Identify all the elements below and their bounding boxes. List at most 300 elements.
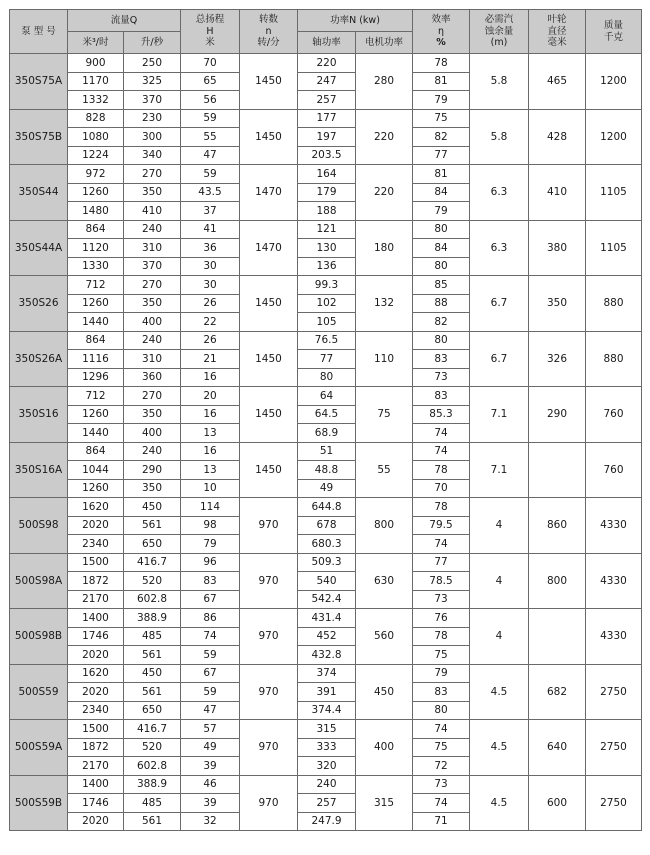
efficiency-cell: 77 <box>413 146 470 165</box>
motor-power-cell: 132 <box>356 276 413 332</box>
flow-m3h-cell: 2170 <box>68 590 124 609</box>
mass-cell: 760 <box>586 387 642 443</box>
npsh-cell: 4 <box>470 498 529 554</box>
shaft-power-cell: 431.4 <box>298 609 356 628</box>
flow-m3h-cell: 828 <box>68 109 124 128</box>
header-model: 泵 型 号 <box>10 10 68 54</box>
header-npsh-line1: 必需汽 <box>484 13 514 25</box>
flow-ls-cell: 240 <box>124 442 181 461</box>
shaft-power-cell: 542.4 <box>298 590 356 609</box>
header-mass-line2: 千克 <box>603 31 623 43</box>
table-row <box>10 54 642 73</box>
flow-ls-cell: 400 <box>124 313 181 332</box>
table-row <box>10 331 642 350</box>
npsh-cell: 6.3 <box>470 220 529 276</box>
head-cell: 74 <box>181 627 240 646</box>
flow-m3h-cell: 1332 <box>68 91 124 110</box>
efficiency-cell: 80 <box>413 701 470 720</box>
flow-ls-cell: 290 <box>124 461 181 480</box>
head-cell: 36 <box>181 239 240 258</box>
efficiency-cell: 78 <box>413 54 470 73</box>
efficiency-cell: 88 <box>413 294 470 313</box>
efficiency-cell: 78.5 <box>413 572 470 591</box>
head-cell: 65 <box>181 72 240 91</box>
efficiency-cell: 80 <box>413 257 470 276</box>
mass-cell: 880 <box>586 276 642 332</box>
efficiency-cell: 73 <box>413 590 470 609</box>
npsh-cell: 4 <box>470 553 529 609</box>
impeller-cell: 350 <box>529 276 586 332</box>
table-row <box>10 220 642 239</box>
shaft-power-cell: 177 <box>298 109 356 128</box>
impeller-cell <box>529 442 586 498</box>
npsh-cell: 7.1 <box>470 442 529 498</box>
efficiency-cell: 80 <box>413 220 470 239</box>
efficiency-cell: 83 <box>413 387 470 406</box>
shaft-power-cell: 247 <box>298 72 356 91</box>
shaft-power-cell: 680.3 <box>298 535 356 554</box>
head-cell: 86 <box>181 609 240 628</box>
efficiency-cell: 75 <box>413 109 470 128</box>
header-speed-line2: n <box>265 25 272 37</box>
shaft-power-cell: 432.8 <box>298 646 356 665</box>
impeller-cell: 800 <box>529 553 586 609</box>
mass-cell: 4330 <box>586 553 642 609</box>
header-efficiency-line3: % <box>436 37 446 49</box>
shaft-power-cell: 240 <box>298 775 356 794</box>
flow-ls-cell: 270 <box>124 165 181 184</box>
mass-cell: 1200 <box>586 54 642 110</box>
model-cell: 500S59 <box>10 664 68 720</box>
impeller-cell <box>529 609 586 665</box>
flow-m3h-cell: 1872 <box>68 572 124 591</box>
head-cell: 59 <box>181 683 240 702</box>
shaft-power-cell: 374.4 <box>298 701 356 720</box>
efficiency-cell: 84 <box>413 239 470 258</box>
npsh-cell: 7.1 <box>470 387 529 443</box>
header-npsh <box>470 10 529 54</box>
header-efficiency <box>413 10 470 54</box>
shaft-power-cell: 374 <box>298 664 356 683</box>
shaft-power-cell: 164 <box>298 165 356 184</box>
flow-m3h-cell: 1400 <box>68 775 124 794</box>
flow-ls-cell: 561 <box>124 683 181 702</box>
motor-power-cell: 280 <box>356 54 413 110</box>
head-cell: 37 <box>181 202 240 221</box>
npsh-cell: 4 <box>470 609 529 665</box>
speed-cell: 1450 <box>240 54 298 110</box>
efficiency-cell: 78 <box>413 498 470 517</box>
shaft-power-cell: 333 <box>298 738 356 757</box>
mass-cell: 880 <box>586 331 642 387</box>
flow-ls-cell: 416.7 <box>124 553 181 572</box>
npsh-cell: 6.3 <box>470 165 529 221</box>
flow-ls-cell: 370 <box>124 257 181 276</box>
flow-m3h-cell: 712 <box>68 387 124 406</box>
flow-ls-cell: 602.8 <box>124 590 181 609</box>
flow-ls-cell: 350 <box>124 294 181 313</box>
motor-power-cell: 800 <box>356 498 413 554</box>
flow-m3h-cell: 864 <box>68 442 124 461</box>
head-cell: 49 <box>181 738 240 757</box>
impeller-cell: 600 <box>529 775 586 831</box>
shaft-power-cell: 64 <box>298 387 356 406</box>
model-cell: 500S98A <box>10 553 68 609</box>
flow-ls-cell: 300 <box>124 128 181 147</box>
head-cell: 16 <box>181 442 240 461</box>
mass-cell: 2750 <box>586 664 642 720</box>
flow-ls-cell: 485 <box>124 794 181 813</box>
mass-cell: 4330 <box>586 609 642 665</box>
head-cell: 26 <box>181 331 240 350</box>
table-row <box>10 664 642 683</box>
head-cell: 32 <box>181 812 240 831</box>
flow-m3h-cell: 1044 <box>68 461 124 480</box>
speed-cell: 1450 <box>240 387 298 443</box>
shaft-power-cell: 49 <box>298 479 356 498</box>
speed-cell: 1470 <box>240 165 298 221</box>
flow-m3h-cell: 1330 <box>68 257 124 276</box>
flow-ls-cell: 350 <box>124 183 181 202</box>
flow-m3h-cell: 1620 <box>68 664 124 683</box>
shaft-power-cell: 220 <box>298 54 356 73</box>
flow-m3h-cell: 712 <box>68 276 124 295</box>
model-cell: 350S75A <box>10 54 68 110</box>
motor-power-cell: 180 <box>356 220 413 276</box>
npsh-cell: 6.7 <box>470 276 529 332</box>
shaft-power-cell: 130 <box>298 239 356 258</box>
speed-cell: 1450 <box>240 276 298 332</box>
impeller-cell: 682 <box>529 664 586 720</box>
header-flow-m3h: 米³/时 <box>68 32 124 54</box>
shaft-power-cell: 678 <box>298 516 356 535</box>
impeller-cell: 380 <box>529 220 586 276</box>
mass-cell: 2750 <box>586 720 642 776</box>
head-cell: 46 <box>181 775 240 794</box>
flow-m3h-cell: 1170 <box>68 72 124 91</box>
flow-m3h-cell: 1224 <box>68 146 124 165</box>
flow-m3h-cell: 900 <box>68 54 124 73</box>
head-cell: 59 <box>181 165 240 184</box>
shaft-power-cell: 77 <box>298 350 356 369</box>
head-cell: 67 <box>181 590 240 609</box>
flow-ls-cell: 388.9 <box>124 775 181 794</box>
header-head-line3: 米 <box>205 37 215 49</box>
table-row <box>10 165 642 184</box>
flow-m3h-cell: 2020 <box>68 516 124 535</box>
head-cell: 55 <box>181 128 240 147</box>
header-impeller <box>529 10 586 54</box>
speed-cell: 970 <box>240 609 298 665</box>
head-cell: 22 <box>181 313 240 332</box>
head-cell: 26 <box>181 294 240 313</box>
flow-ls-cell: 360 <box>124 368 181 387</box>
flow-ls-cell: 270 <box>124 276 181 295</box>
efficiency-cell: 76 <box>413 609 470 628</box>
head-cell: 59 <box>181 646 240 665</box>
flow-ls-cell: 240 <box>124 331 181 350</box>
table-row <box>10 775 642 794</box>
flow-ls-cell: 400 <box>124 424 181 443</box>
mass-cell: 1105 <box>586 165 642 221</box>
model-cell: 350S44A <box>10 220 68 276</box>
flow-m3h-cell: 1440 <box>68 313 124 332</box>
flow-m3h-cell: 1440 <box>68 424 124 443</box>
flow-m3h-cell: 972 <box>68 165 124 184</box>
table-row <box>10 553 642 572</box>
efficiency-cell: 80 <box>413 331 470 350</box>
efficiency-cell: 83 <box>413 683 470 702</box>
header-flow-ls: 升/秒 <box>124 32 181 54</box>
head-cell: 41 <box>181 220 240 239</box>
impeller-cell: 428 <box>529 109 586 165</box>
table-row <box>10 442 642 461</box>
header-efficiency-line1: 效率 <box>431 13 451 25</box>
flow-m3h-cell: 1260 <box>68 294 124 313</box>
shaft-power-cell: 315 <box>298 720 356 739</box>
efficiency-cell: 79 <box>413 664 470 683</box>
flow-ls-cell: 602.8 <box>124 757 181 776</box>
flow-ls-cell: 370 <box>124 91 181 110</box>
flow-ls-cell: 230 <box>124 109 181 128</box>
speed-cell: 970 <box>240 498 298 554</box>
efficiency-cell: 74 <box>413 535 470 554</box>
header-npsh-line2: 蚀余量 <box>484 25 514 37</box>
shaft-power-cell: 257 <box>298 794 356 813</box>
header-mass-line1: 质量 <box>603 19 623 31</box>
shaft-power-cell: 121 <box>298 220 356 239</box>
efficiency-cell: 79 <box>413 91 470 110</box>
flow-m3h-cell: 1260 <box>68 405 124 424</box>
speed-cell: 970 <box>240 775 298 831</box>
header-impeller-line3: 毫米 <box>547 37 567 49</box>
header-speed-line1: 转数 <box>258 13 278 25</box>
flow-m3h-cell: 2340 <box>68 701 124 720</box>
pump-spec-table-wrapper <box>9 9 642 831</box>
head-cell: 70 <box>181 54 240 73</box>
flow-ls-cell: 388.9 <box>124 609 181 628</box>
npsh-cell: 4.5 <box>470 720 529 776</box>
shaft-power-cell: 452 <box>298 627 356 646</box>
efficiency-cell: 75 <box>413 646 470 665</box>
flow-m3h-cell: 2020 <box>68 646 124 665</box>
shaft-power-cell: 99.3 <box>298 276 356 295</box>
head-cell: 83 <box>181 572 240 591</box>
mass-cell: 2750 <box>586 775 642 831</box>
efficiency-cell: 74 <box>413 442 470 461</box>
flow-m3h-cell: 1400 <box>68 609 124 628</box>
flow-ls-cell: 450 <box>124 498 181 517</box>
shaft-power-cell: 391 <box>298 683 356 702</box>
head-cell: 59 <box>181 109 240 128</box>
mass-cell: 1105 <box>586 220 642 276</box>
flow-m3h-cell: 864 <box>68 220 124 239</box>
model-cell: 500S59A <box>10 720 68 776</box>
speed-cell: 970 <box>240 553 298 609</box>
impeller-cell: 410 <box>529 165 586 221</box>
efficiency-cell: 83 <box>413 350 470 369</box>
efficiency-cell: 79 <box>413 202 470 221</box>
motor-power-cell: 75 <box>356 387 413 443</box>
flow-ls-cell: 240 <box>124 220 181 239</box>
efficiency-cell: 79.5 <box>413 516 470 535</box>
table-row <box>10 609 642 628</box>
flow-m3h-cell: 864 <box>68 331 124 350</box>
shaft-power-cell: 320 <box>298 757 356 776</box>
pump-spec-table <box>9 9 642 831</box>
motor-power-cell: 220 <box>356 165 413 221</box>
flow-ls-cell: 410 <box>124 202 181 221</box>
table-row <box>10 387 642 406</box>
flow-ls-cell: 340 <box>124 146 181 165</box>
impeller-cell: 326 <box>529 331 586 387</box>
flow-m3h-cell: 1296 <box>68 368 124 387</box>
flow-m3h-cell: 2020 <box>68 683 124 702</box>
head-cell: 16 <box>181 368 240 387</box>
npsh-cell: 5.8 <box>470 54 529 110</box>
head-cell: 20 <box>181 387 240 406</box>
head-cell: 16 <box>181 405 240 424</box>
head-cell: 96 <box>181 553 240 572</box>
efficiency-cell: 72 <box>413 757 470 776</box>
header-row-top <box>10 10 642 32</box>
efficiency-cell: 78 <box>413 461 470 480</box>
header-mass <box>586 10 642 54</box>
motor-power-cell: 315 <box>356 775 413 831</box>
motor-power-cell: 55 <box>356 442 413 498</box>
head-cell: 79 <box>181 535 240 554</box>
model-cell: 500S59B <box>10 775 68 831</box>
shaft-power-cell: 247.9 <box>298 812 356 831</box>
shaft-power-cell: 540 <box>298 572 356 591</box>
speed-cell: 1450 <box>240 331 298 387</box>
header-head-line2: H <box>206 25 214 37</box>
flow-ls-cell: 250 <box>124 54 181 73</box>
head-cell: 13 <box>181 461 240 480</box>
shaft-power-cell: 48.8 <box>298 461 356 480</box>
flow-ls-cell: 485 <box>124 627 181 646</box>
head-cell: 56 <box>181 91 240 110</box>
impeller-cell: 290 <box>529 387 586 443</box>
model-cell: 500S98 <box>10 498 68 554</box>
model-cell: 500S98B <box>10 609 68 665</box>
shaft-power-cell: 51 <box>298 442 356 461</box>
npsh-cell: 4.5 <box>470 664 529 720</box>
head-cell: 43.5 <box>181 183 240 202</box>
motor-power-cell: 400 <box>356 720 413 776</box>
table-row <box>10 109 642 128</box>
head-cell: 21 <box>181 350 240 369</box>
shaft-power-cell: 188 <box>298 202 356 221</box>
mass-cell: 760 <box>586 442 642 498</box>
efficiency-cell: 81 <box>413 165 470 184</box>
shaft-power-cell: 644.8 <box>298 498 356 517</box>
flow-ls-cell: 561 <box>124 812 181 831</box>
head-cell: 13 <box>181 424 240 443</box>
header-head-line1: 总扬程 <box>195 13 225 25</box>
head-cell: 47 <box>181 146 240 165</box>
header-shaft-power: 轴功率 <box>298 32 356 54</box>
efficiency-cell: 78 <box>413 627 470 646</box>
motor-power-cell: 220 <box>356 109 413 165</box>
flow-m3h-cell: 1260 <box>68 183 124 202</box>
npsh-cell: 5.8 <box>470 109 529 165</box>
head-cell: 10 <box>181 479 240 498</box>
flow-ls-cell: 650 <box>124 535 181 554</box>
header-efficiency-line2: η <box>437 25 445 37</box>
flow-ls-cell: 450 <box>124 664 181 683</box>
head-cell: 57 <box>181 720 240 739</box>
flow-m3h-cell: 1872 <box>68 738 124 757</box>
head-cell: 39 <box>181 757 240 776</box>
flow-m3h-cell: 1620 <box>68 498 124 517</box>
speed-cell: 970 <box>240 664 298 720</box>
efficiency-cell: 73 <box>413 368 470 387</box>
flow-m3h-cell: 2020 <box>68 812 124 831</box>
flow-ls-cell: 350 <box>124 405 181 424</box>
flow-m3h-cell: 2340 <box>68 535 124 554</box>
flow-m3h-cell: 1746 <box>68 627 124 646</box>
head-cell: 30 <box>181 257 240 276</box>
head-cell: 114 <box>181 498 240 517</box>
header-flow: 流量Q <box>68 10 181 32</box>
flow-ls-cell: 350 <box>124 479 181 498</box>
head-cell: 67 <box>181 664 240 683</box>
efficiency-cell: 74 <box>413 794 470 813</box>
shaft-power-cell: 64.5 <box>298 405 356 424</box>
npsh-cell: 6.7 <box>470 331 529 387</box>
header-impeller-line2: 直径 <box>547 25 567 37</box>
motor-power-cell: 630 <box>356 553 413 609</box>
model-cell: 350S26 <box>10 276 68 332</box>
efficiency-cell: 85 <box>413 276 470 295</box>
flow-m3h-cell: 1480 <box>68 202 124 221</box>
flow-ls-cell: 416.7 <box>124 720 181 739</box>
shaft-power-cell: 509.3 <box>298 553 356 572</box>
flow-ls-cell: 561 <box>124 516 181 535</box>
shaft-power-cell: 102 <box>298 294 356 313</box>
efficiency-cell: 85.3 <box>413 405 470 424</box>
table-row <box>10 720 642 739</box>
mass-cell: 1200 <box>586 109 642 165</box>
efficiency-cell: 77 <box>413 553 470 572</box>
table-row <box>10 276 642 295</box>
motor-power-cell: 110 <box>356 331 413 387</box>
shaft-power-cell: 80 <box>298 368 356 387</box>
efficiency-cell: 75 <box>413 738 470 757</box>
impeller-cell: 465 <box>529 54 586 110</box>
efficiency-cell: 74 <box>413 720 470 739</box>
speed-cell: 1470 <box>240 220 298 276</box>
header-impeller-line1: 叶轮 <box>547 13 567 25</box>
shaft-power-cell: 68.9 <box>298 424 356 443</box>
flow-ls-cell: 270 <box>124 387 181 406</box>
flow-ls-cell: 310 <box>124 350 181 369</box>
shaft-power-cell: 136 <box>298 257 356 276</box>
efficiency-cell: 82 <box>413 313 470 332</box>
motor-power-cell: 560 <box>356 609 413 665</box>
flow-ls-cell: 561 <box>124 646 181 665</box>
flow-m3h-cell: 1116 <box>68 350 124 369</box>
model-cell: 350S16A <box>10 442 68 498</box>
head-cell: 98 <box>181 516 240 535</box>
flow-ls-cell: 520 <box>124 738 181 757</box>
efficiency-cell: 74 <box>413 424 470 443</box>
motor-power-cell: 450 <box>356 664 413 720</box>
flow-m3h-cell: 1260 <box>68 479 124 498</box>
mass-cell: 4330 <box>586 498 642 554</box>
head-cell: 39 <box>181 794 240 813</box>
